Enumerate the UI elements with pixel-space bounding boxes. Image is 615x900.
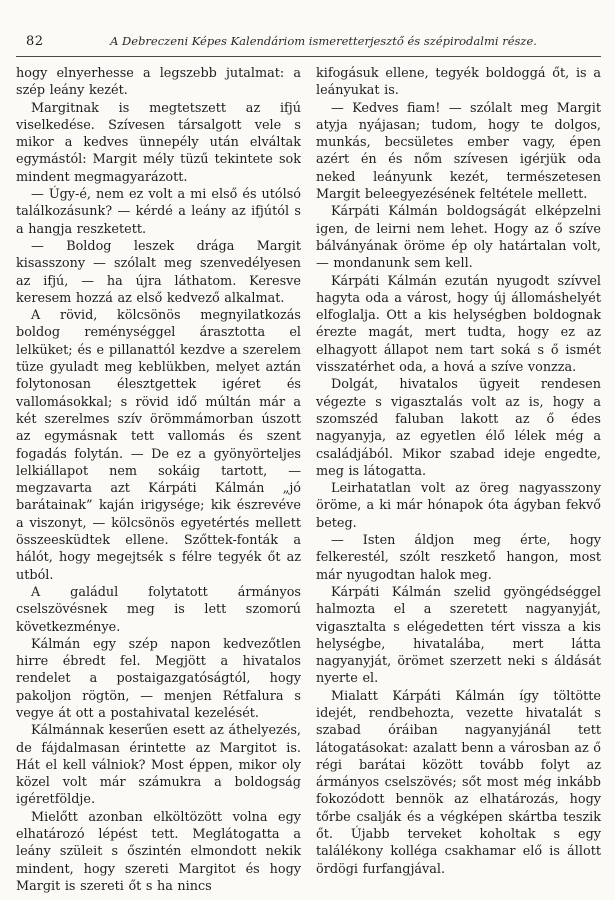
paragraph: A galádul folytatott ármányos cselszövésnek meg is lett szomorú következménye. (16, 584, 301, 635)
paragraph: — Kedves fiam! — szólalt meg Margit atyja nyájasan; tudom, hogy te dolgos, munkás, becsületes ember vagy, épen azért én és nőm szívesen igérjük oda neked leányunk kezét, természetesen Margit beleegyezésének feltétele mellett. (316, 100, 601, 203)
paragraph: Kárpáti Kálmán boldogságát elképzelni igen, de leirni nem lehet. Hogy az ő szíve bálványának öröme ép oly határtalan volt, — mondanunk sem kell. (316, 204, 601, 272)
text-column-right (316, 65, 601, 895)
header-rule (16, 56, 601, 57)
paragraph: Leirhatatlan volt az öreg nagyasszony öröme, a ki már hónapok óta ágyban fekvő beteg. (316, 481, 601, 531)
paragraph: hogy elnyerhesse a legszebb jutalmat: a szép leány kezét. (16, 66, 301, 99)
text-column-left (16, 65, 301, 895)
paragraph: — Boldog leszek drága Margit kisasszony — szólalt meg szenvedélyesen az ifjú, — ha újra láthatom. Keresve keresem hozzá az első kedvező alkalmat. (16, 238, 301, 306)
paragraph: Kárpáti Kálmán ezután nyugodt szívvel hagyta oda a várost, hogy új állomáshelyét elfoglalja. Ott a kis helységben boldognak érezte magát, mert tudta, hogy ez az elhagyott állapot nem tart soká s ő ismét visszatérhet oda, a hová a szíve vonzza. (316, 273, 601, 376)
paragraph: kifogásuk ellene, tegyék boldoggá őt, is a leányukat is. (316, 66, 601, 99)
paragraph: Margitnak is megtetszett az ifjú viselkedése. Szívesen társalgott vele s mikor a kedves ünnepély után elváltak egymástól: Margit mély tüzű tekintete sok mindent megmagyarázott. (16, 100, 301, 185)
paragraph: Mielőtt azonban elköltözött volna egy elhatározó lépést tett. Meglátogatta a leány szüleit s őszintén elmondott nekik mindent, hogy szereti Margitot és hogy Margit is szereti őt s ha nincs (16, 809, 301, 894)
paragraph: — Isten áldjon meg érte, hogy felkerestél, szólt reszkető hangon, most már nyugodtan halok meg. (316, 533, 601, 583)
paragraph: A rövid, kölcsönös megnyilatkozás boldog reménységgel árasztotta el lelküket; és e pillanattól kezdve a szerelem tüze gyuladt meg keblükben, melyet aztán folytonosan élesztgettek igéret és vallomásokkal; s rövid idő múltán már a két szerelmes szív örömmámorban úszott az egymásnak tett vallomás és szent fogadás folytán. — De ez a gyönyörteljes lelkiállapot nem sokáig tartott, — megzavarta azt Kárpáti Kálmán „jó barátainak” kaján irigysége; kik észrevéve a viszonyt, — kölcsönös egyetértés mellett összeesküdtek ellene. Szőttek-fonták a hálót, hogy megejtsék s félre tegyék őt az utból. (16, 308, 301, 583)
paragraph: Mialatt Kárpáti Kálmán így töltötte idejét, rendbehozta, vezette hivatalát s szabad óráiban nagyanyjánál tett látogatásokat: azalatt benn a városban az ő régi barátai között tovább folyt az ármányos cselszövés; sőt most még inkább fokozódott bennök az elhatározás, hogy tőrbe csalják és a végképen skártba teszik őt. Újabb terveket koholtak s egy találékony kolléga csakhamar elő is állott ördögi furfangjával. (316, 688, 601, 877)
page-header (16, 34, 601, 52)
page-number: 82 (26, 34, 44, 49)
paragraph: — Úgy-é, nem ez volt a mi első és utólsó találkozásunk? — kérdé a leány az ifjútól s a hangja reszketett. (16, 187, 301, 237)
running-title: A Debreczeni Képes Kalendáriom ismeretterjesztő és szépirodalmi része. (110, 34, 537, 48)
paragraph: Kálmán egy szép napon kedvezőtlen hirre ébredt fel. Megjött a hivatalos rendelet a postaigazgatóságtól, hogy pakoljon rögtön, — menjen Rétfalura s vegye át ott a postahivatal kezelését. (16, 636, 301, 721)
paragraph: Dolgát, hivatalos ügyeit rendesen végezte s vigasztalás volt az is, hogy a szomszéd faluban lakott az ő édes nagyanyja, az egyetlen élő lélek még a családjából. Mikor szabad ideje engedte, meg is látogatta. (316, 377, 601, 479)
text-columns (16, 65, 601, 895)
paragraph: Kálmánnak keserűen esett az áthelyezés, de fájdalmasan érintette az Margitot is. Hát el kell válniok? Most éppen, mikor oly közel volt már számukra a boldogság igéretföldje. (16, 723, 301, 808)
paragraph: Kárpáti Kálmán szelid gyöngédséggel halmozta el a szeretett nagyanyját, vigasztalta s elégedetten tért vissza a kis helységbe, hivatalába, mert látta nagyanyját, örömet szerzett neki s áldását nyerte el. (316, 584, 601, 687)
